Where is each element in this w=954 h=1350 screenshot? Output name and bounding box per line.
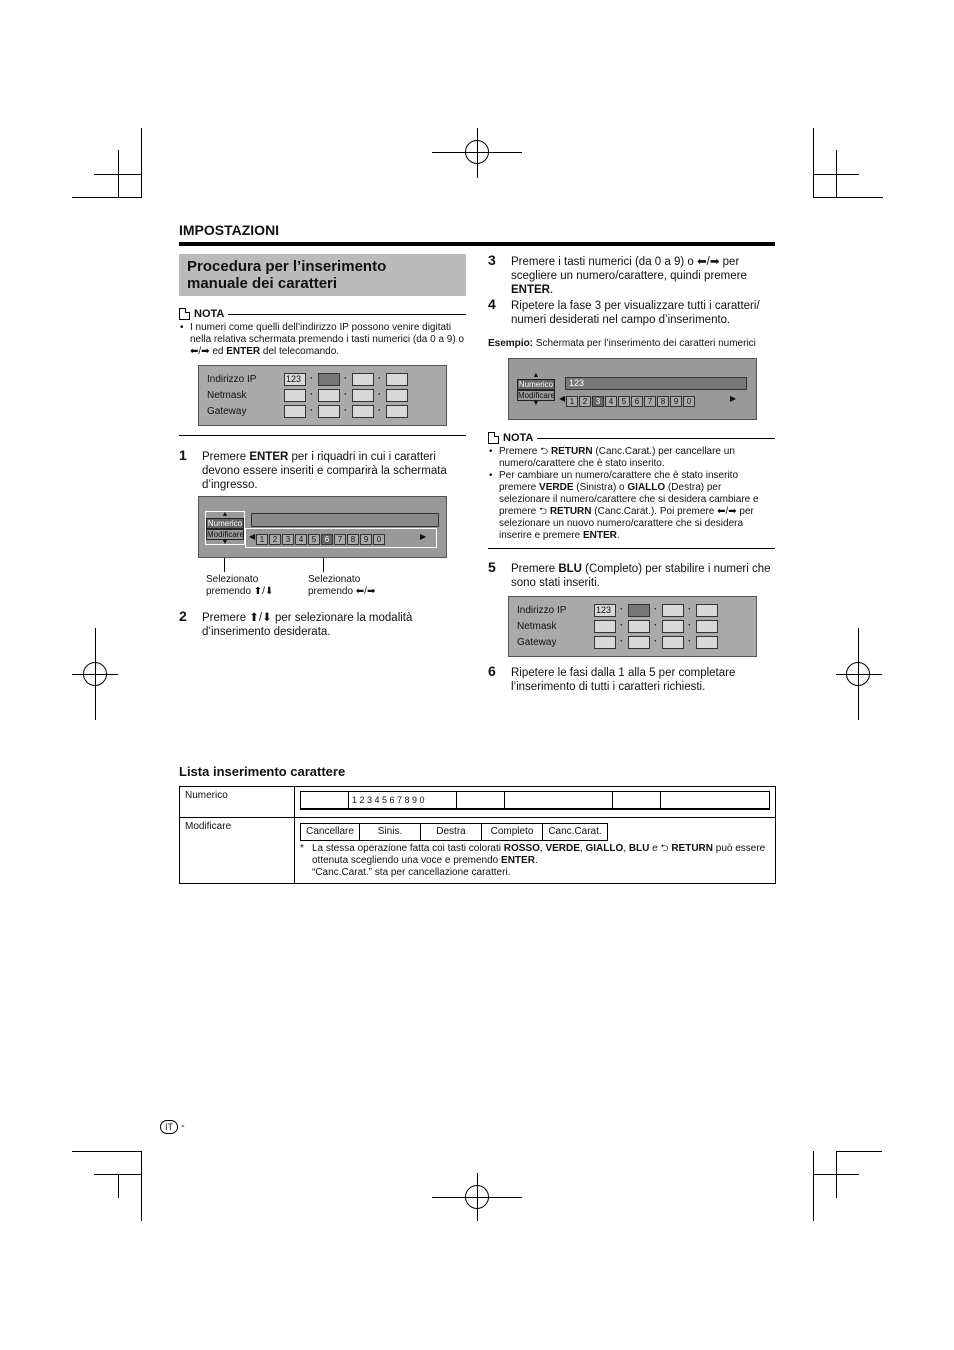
down-arrow-icon: ▼ [532, 400, 540, 407]
page-title: Procedura per l’inserimento manuale dei caratteri [179, 254, 466, 296]
down-arrow-icon: ▼ [221, 539, 229, 546]
character-list-table [179, 786, 776, 884]
step-6-text: Ripetere le fasi dalla 1 alla 5 per completare l’inserimento di tutti i caratteri richiesti. [511, 667, 736, 693]
key-6[interactable]: 6 [321, 534, 333, 545]
step-number: 3 [488, 252, 496, 268]
netmask-field[interactable] [352, 389, 374, 402]
row-label-numeric: Numerico [180, 787, 295, 818]
mode-selector[interactable] [205, 511, 245, 545]
registration-mark [465, 140, 489, 164]
key-6[interactable]: 6 [631, 396, 643, 407]
nota-section-2 [488, 432, 775, 542]
right-arrow-icon: ▶ [420, 532, 427, 541]
lista-title: Lista inserimento carattere [179, 764, 346, 779]
step-3-text: Premere i tasti numerici (da 0 a 9) o ⬅/➡ per scegliere un numero/carattere, quindi premere ENTER. [511, 256, 747, 296]
registration-mark [846, 662, 870, 686]
netmask-field[interactable] [318, 389, 340, 402]
crop-mark [72, 1151, 142, 1152]
key-2[interactable]: 2 [579, 396, 591, 407]
number-keys [256, 531, 386, 545]
example-input-screen [508, 358, 757, 420]
option-cancellare[interactable]: Cancellare [300, 823, 360, 841]
key-9[interactable]: 9 [360, 534, 372, 545]
key-2[interactable]: 2 [269, 534, 281, 545]
ip-field[interactable] [386, 373, 408, 386]
key-4[interactable]: 4 [605, 396, 617, 407]
key-0[interactable]: 0 [683, 396, 695, 407]
step-4-text: Ripetere la fase 3 per visualizzare tutti i caratteri/ numeri desiderati nel campo d’inserimento. [511, 300, 760, 326]
mode-numeric[interactable]: Numerico [518, 380, 554, 389]
ip-address-screen-completed: Indirizzo IP Netmask Gateway 123 · · · · · · · · · [508, 596, 757, 657]
table-footnote: * La stessa operazione fatta coi tasti colorati ROSSO, VERDE, GIALLO, BLU e ⮌ RETURN può essere ottenuta scegliendo una voce e premendo ENTER. “Canc.Carat.” sta per cancellazione caratteri. [300, 843, 766, 878]
option-canc-carat[interactable]: Canc.Carat. [542, 823, 608, 841]
gateway-field[interactable] [284, 405, 306, 418]
key-9[interactable]: 9 [670, 396, 682, 407]
divider [488, 548, 775, 549]
return-icon: ⮌ [539, 506, 548, 517]
crop-mark [141, 128, 142, 198]
callout-line [323, 558, 324, 572]
mode-numeric[interactable]: Numerico [207, 519, 243, 528]
number-keys [566, 393, 696, 407]
key-4[interactable]: 4 [295, 534, 307, 545]
key-1[interactable]: 1 [256, 534, 268, 545]
note-icon [488, 432, 499, 444]
up-arrow-icon: ▲ [532, 372, 540, 379]
netmask-field[interactable] [594, 620, 616, 633]
key-8[interactable]: 8 [347, 534, 359, 545]
mode-selector[interactable] [517, 373, 555, 407]
ip-field[interactable] [662, 604, 684, 617]
right-arrow-icon: ▶ [730, 394, 737, 403]
page-number-dash: - [181, 1120, 185, 1132]
ip-field[interactable]: 123 [284, 373, 306, 386]
mode-edit[interactable]: Modificare [207, 530, 244, 539]
step-number: 1 [179, 447, 187, 463]
callout-leftright: Selezionato premendo ⬅/➡ [308, 574, 376, 597]
key-5[interactable]: 5 [308, 534, 320, 545]
step-5-text: Premere BLU (Completo) per stabilire i numeri che sono stati inseriti. [511, 563, 771, 589]
option-completo[interactable]: Completo [481, 823, 543, 841]
left-arrow-icon: ◀ [559, 394, 566, 403]
netmask-field[interactable] [628, 620, 650, 633]
key-1[interactable]: 1 [566, 396, 578, 407]
callout-line [224, 558, 225, 572]
section-title: IMPOSTAZIONI [179, 222, 280, 238]
crop-mark [836, 1151, 882, 1152]
left-arrow-icon: ◀ [249, 532, 256, 541]
step-number: 4 [488, 296, 496, 312]
return-icon: ⮌ [660, 843, 669, 854]
crop-mark [118, 1174, 119, 1198]
gateway-field[interactable] [594, 636, 616, 649]
netmask-field[interactable] [696, 620, 718, 633]
gateway-field[interactable] [352, 405, 374, 418]
crop-mark [813, 1151, 814, 1221]
option-destra[interactable]: Destra [420, 823, 482, 841]
netmask-field[interactable] [284, 389, 306, 402]
registration-mark [465, 1185, 489, 1209]
step-number: 5 [488, 559, 496, 575]
registration-mark [83, 662, 107, 686]
gateway-field[interactable] [696, 636, 718, 649]
key-5[interactable]: 5 [618, 396, 630, 407]
input-screen [198, 496, 447, 558]
numeric-chars: 1 2 3 4 5 6 7 8 9 0 [349, 792, 457, 808]
key-8[interactable]: 8 [657, 396, 669, 407]
netmask-field[interactable] [386, 389, 408, 402]
edit-options [300, 823, 770, 841]
entry-field[interactable] [251, 513, 439, 527]
step-2-text: Premere ⬆/⬇ per selezionare la modalità d’inserimento desiderata. [202, 612, 413, 638]
note-icon [179, 308, 190, 320]
entry-field[interactable]: 123 [565, 377, 747, 390]
up-arrow-icon: ▲ [221, 511, 229, 518]
crop-mark [813, 174, 859, 175]
key-0[interactable]: 0 [373, 534, 385, 545]
numeric-char-row [300, 791, 770, 810]
gateway-field[interactable] [318, 405, 340, 418]
example-caption: Esempio: Schermata per l’inserimento dei caratteri numerici [488, 338, 756, 349]
mode-edit[interactable]: Modificare [518, 391, 555, 400]
callout-updown: Selezionato premendo ⬆/⬇ [206, 574, 274, 597]
ip-field[interactable] [352, 373, 374, 386]
nota-heading: NOTA [503, 432, 534, 444]
ip-field[interactable] [696, 604, 718, 617]
option-sinistra[interactable]: Sinis. [359, 823, 421, 841]
ip-address-screen: Indirizzo IP Netmask Gateway 123 · · · · · · · · · [198, 365, 447, 426]
header-rule [179, 242, 775, 246]
nota-bullet: • Premere ⮌ RETURN (Canc.Carat.) per cancellare un numero/carattere che è stato inserito. [488, 446, 775, 470]
table-row [180, 787, 776, 818]
crop-mark [141, 1151, 142, 1221]
table-row [180, 818, 776, 884]
key-3[interactable]: 3 [282, 534, 294, 545]
nota-heading: NOTA [194, 308, 225, 320]
crop-mark [836, 1151, 837, 1198]
key-3[interactable]: 3 [592, 396, 604, 407]
language-badge: IT [160, 1120, 178, 1134]
nota-bullet: • Per cambiare un numero/carattere che è stato inserito premere VERDE (Sinistra) o GIALLO (Destra) per selezionare il numero/carattere che si desidera cambiare e premere ⮌ RETURN (Canc.Carat.). Poi premere ⬅/➡ per selezionare un nuovo numero/carattere che si desidera inserire e premere ENTER. [488, 470, 775, 542]
netmask-field[interactable] [662, 620, 684, 633]
step-number: 2 [179, 608, 187, 624]
nota-bullet: • I numeri come quelli dell’indirizzo IP possono venire digitati nella relativa schermata premendo i tasti numerici (da 0 a 9) o ⬅/➡ ed ENTER del telecomando. [179, 322, 466, 358]
key-7[interactable]: 7 [334, 534, 346, 545]
ip-field[interactable] [318, 373, 340, 386]
ip-field[interactable] [628, 604, 650, 617]
crop-mark [813, 197, 883, 198]
step-1-text: Premere ENTER per i riquadri in cui i caratteri devono essere inseriti e comparirà la schermata d’ingresso. [202, 451, 447, 491]
nota-section [179, 308, 466, 358]
crop-mark [72, 197, 142, 198]
return-icon: ⮌ [540, 446, 549, 457]
row-label-edit: Modificare [180, 818, 295, 884]
crop-mark [94, 174, 142, 175]
key-7[interactable]: 7 [644, 396, 656, 407]
gateway-field[interactable] [628, 636, 650, 649]
divider [179, 435, 466, 436]
step-number: 6 [488, 663, 496, 679]
crop-mark [813, 128, 814, 198]
ip-field[interactable]: 123 [594, 604, 616, 617]
gateway-field[interactable] [386, 405, 408, 418]
gateway-field[interactable] [662, 636, 684, 649]
